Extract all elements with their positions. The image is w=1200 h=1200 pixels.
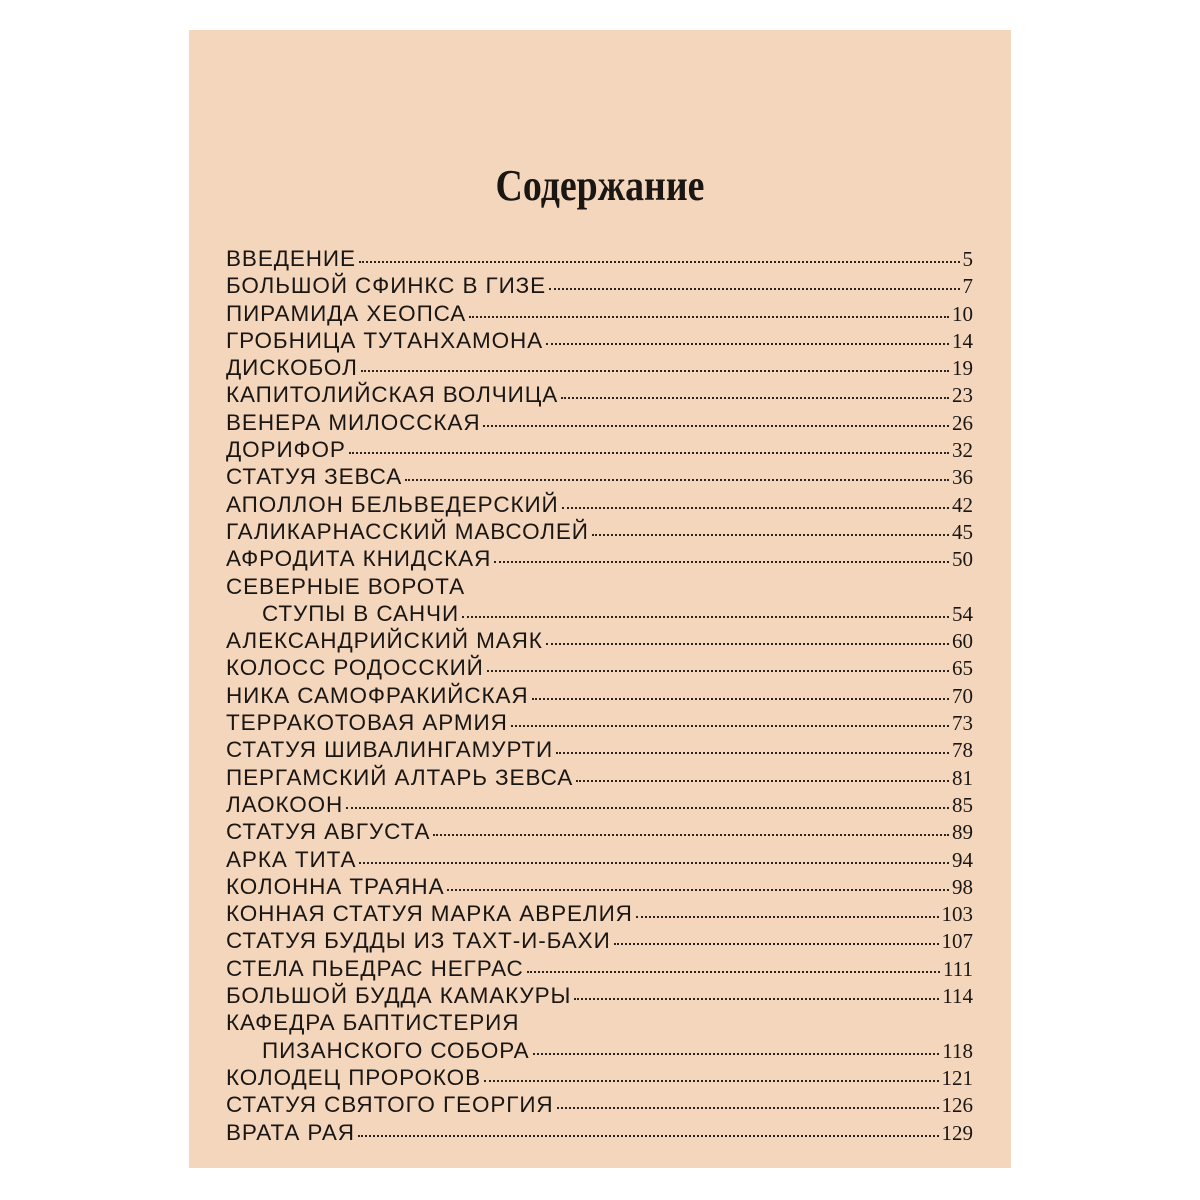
dot-leader: [484, 1080, 939, 1082]
toc-page-number: 107: [941, 929, 973, 954]
toc-entry: [226, 847, 973, 874]
toc-page-number: 23: [952, 383, 973, 408]
toc-entry: [226, 792, 973, 819]
toc-entry: [226, 901, 973, 928]
toc-entry: [226, 410, 973, 437]
dot-leader: [359, 862, 949, 864]
toc-entry-label: ГАЛИКАРНАССКИЙ МАВСОЛЕЙ: [226, 518, 589, 544]
dot-leader: [562, 507, 949, 509]
dot-leader: [556, 752, 949, 754]
dot-leader: [533, 1053, 940, 1055]
toc-entry: [226, 273, 973, 300]
toc-entry-label: КАПИТОЛИЙСКАЯ ВОЛЧИЦА: [226, 382, 559, 408]
dot-leader: [346, 807, 949, 809]
toc-entry: [226, 1065, 973, 1092]
toc-page-number: 121: [941, 1065, 973, 1090]
dot-leader: [494, 561, 949, 563]
toc-entry-label: ПИЗАНСКОГО СОБОРА: [262, 1037, 530, 1063]
toc-page-number: 45: [952, 519, 973, 544]
toc-entry: [226, 628, 973, 655]
dot-leader: [546, 343, 949, 345]
dot-leader: [527, 971, 940, 973]
toc-entry-label: ВВЕДЕНИЕ: [226, 246, 356, 271]
toc-entry: [226, 246, 973, 273]
toc-page-number: 111: [943, 956, 973, 981]
toc-entry: [226, 874, 973, 901]
toc-entry-label: СТАТУЯ ЗЕВСА: [226, 464, 403, 490]
toc-entry-label: АПОЛЛОН БЕЛЬВЕДЕРСКИЙ: [226, 491, 559, 517]
toc-page-number: 60: [952, 629, 973, 654]
toc-entry-label: СТАТУЯ БУДДЫ ИЗ ТАХТ-И-БАХИ: [226, 928, 611, 954]
toc-page-number: 89: [952, 820, 973, 845]
toc-page-number: 78: [952, 738, 973, 763]
dot-leader: [361, 370, 949, 372]
toc-entry-label: АЛЕКСАНДРИЙСКИЙ МАЯК: [226, 628, 543, 654]
toc-page-number: 65: [952, 656, 973, 681]
toc-entry: [226, 355, 973, 382]
toc-entry: [226, 492, 973, 519]
dot-leader: [511, 725, 949, 727]
toc-entry: [226, 1038, 973, 1065]
toc-page-number: 118: [942, 1038, 973, 1063]
toc-page-number: 5: [962, 247, 973, 271]
toc-entry: [226, 1092, 973, 1119]
toc-entry-label: КОЛОДЕЦ ПРОРОКОВ: [226, 1064, 481, 1090]
toc-entry-label: КОННАЯ СТАТУЯ МАРКА АВРЕЛИЯ: [226, 901, 633, 927]
toc-entry: [226, 519, 973, 546]
toc-entry-label: СТУПЫ В САНЧИ: [262, 600, 460, 626]
toc-entry: [226, 683, 973, 710]
toc-entry-label: СЕВЕРНЫЕ ВОРОТА: [226, 573, 465, 599]
toc-page-number: 103: [941, 902, 973, 927]
toc-page-number: 126: [941, 1093, 973, 1118]
toc-page-number: 73: [952, 711, 973, 736]
toc-entry: [226, 546, 973, 573]
toc-entry-label: СТАТУЯ АВГУСТА: [226, 819, 431, 845]
toc-entry-label: СТАТУЯ ШИВАЛИНГАМУРТИ: [226, 737, 554, 763]
toc-page-number: 94: [952, 847, 973, 872]
toc-entry-label: ДИСКОБОЛ: [226, 355, 358, 381]
dot-leader: [462, 616, 949, 618]
toc-entry-label: ДОРИФОР: [226, 437, 346, 463]
dot-leader: [359, 261, 960, 263]
toc-page-number: 98: [952, 874, 973, 899]
toc-entry: [226, 1010, 973, 1037]
dot-leader: [636, 916, 939, 918]
toc-entry-label: КАФЕДРА БАПТИСТЕРИЯ: [226, 1010, 520, 1036]
toc-page-number: 14: [952, 328, 973, 353]
toc-entry: [226, 737, 973, 764]
dot-leader: [549, 288, 959, 290]
toc-entry: [226, 464, 973, 491]
toc-entry-label: ВЕНЕРА МИЛОССКАЯ: [226, 409, 481, 435]
table-of-contents: [226, 246, 973, 1147]
toc-entry-label: БОЛЬШОЙ БУДДА КАМАКУРЫ: [226, 983, 572, 1009]
toc-page-number: 50: [952, 547, 973, 572]
dot-leader: [557, 1107, 939, 1109]
toc-page-number: 19: [952, 356, 973, 381]
toc-entry: [226, 819, 973, 846]
dot-leader: [546, 643, 949, 645]
toc-entry-label: СТЕЛА ПЬЕДРАС НЕГРАС: [226, 955, 524, 981]
toc-page-number: 54: [952, 601, 973, 626]
toc-entry: [226, 710, 973, 737]
toc-entry: [226, 437, 973, 464]
dot-leader: [447, 889, 949, 891]
toc-entry: [226, 1120, 973, 1147]
toc-entry-label: ПЕРГАМСКИЙ АЛТАРЬ ЗЕВСА: [226, 764, 574, 790]
page-title: Содержание: [495, 161, 705, 210]
toc-page-number: 129: [941, 1120, 973, 1145]
dot-leader: [574, 998, 939, 1000]
dot-leader: [532, 698, 949, 700]
toc-entry: [226, 574, 973, 601]
toc-entry: [226, 382, 973, 409]
dot-leader: [349, 452, 949, 454]
toc-entry: [226, 765, 973, 792]
dot-leader: [405, 479, 949, 481]
toc-entry-label: ЛАОКООН: [226, 791, 344, 817]
toc-entry-label: КОЛОСС РОДОССКИЙ: [226, 655, 484, 681]
toc-page-number: 7: [962, 274, 973, 299]
dot-leader: [561, 397, 949, 399]
toc-page-number: 10: [952, 301, 973, 326]
toc-entry: [226, 983, 973, 1010]
dot-leader: [614, 943, 939, 945]
book-page: [189, 30, 1011, 1168]
toc-page-number: 26: [952, 410, 973, 435]
toc-entry-label: АРКА ТИТА: [226, 846, 357, 872]
toc-entry-label: СТАТУЯ СВЯТОГО ГЕОРГИЯ: [226, 1092, 554, 1118]
toc-entry: [226, 655, 973, 682]
toc-page-number: 114: [942, 984, 973, 1009]
toc-entry-label: НИКА САМОФРАКИЙСКАЯ: [226, 682, 529, 708]
toc-entry-label: ГРОБНИЦА ТУТАНХАМОНА: [226, 327, 544, 353]
dot-leader: [358, 1135, 939, 1137]
dot-leader: [487, 670, 949, 672]
dot-leader: [483, 425, 949, 427]
toc-entry: [226, 328, 973, 355]
toc-page-number: 32: [952, 438, 973, 463]
toc-entry: [226, 956, 973, 983]
toc-page-number: 42: [952, 492, 973, 517]
toc-entry-label: ВРАТА РАЯ: [226, 1119, 355, 1145]
dot-leader: [576, 780, 949, 782]
toc-entry-label: АФРОДИТА КНИДСКАЯ: [226, 546, 492, 572]
dot-leader: [469, 316, 949, 318]
dot-leader: [433, 834, 949, 836]
toc-page-number: 70: [952, 683, 973, 708]
toc-entry-label: БОЛЬШОЙ СФИНКС В ГИЗЕ: [226, 273, 547, 299]
toc-page-number: 85: [952, 792, 973, 817]
toc-entry: [226, 928, 973, 955]
toc-entry-label: КОЛОННА ТРАЯНА: [226, 873, 445, 899]
toc-entry: [226, 301, 973, 328]
dot-leader: [592, 534, 949, 536]
toc-page-number: 81: [952, 765, 973, 790]
toc-entry-label: ТЕРРАКОТОВАЯ АРМИЯ: [226, 710, 508, 736]
toc-page-number: 36: [952, 465, 973, 490]
toc-entry: [226, 601, 973, 628]
toc-entry-label: ПИРАМИДА ХЕОПСА: [226, 300, 467, 326]
